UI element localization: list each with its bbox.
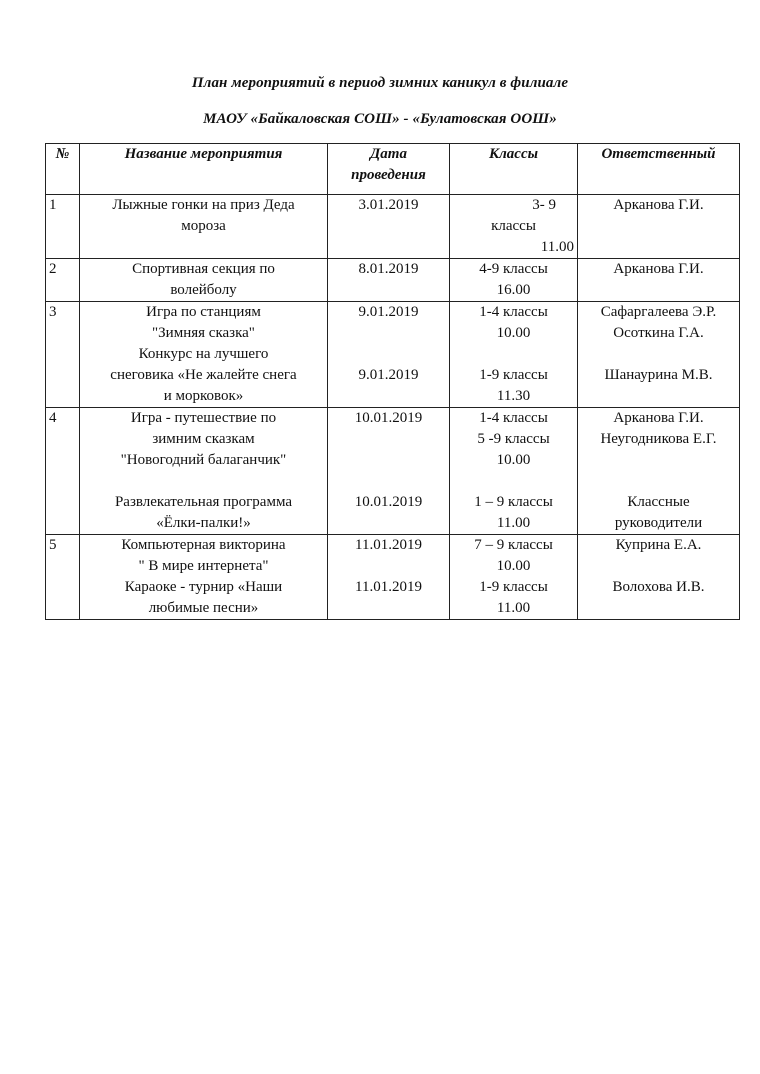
event-grades-line: 1-4 классы [479,410,548,426]
event-date: 9.01.2019 [358,304,419,320]
event-date: 10.01.2019 [354,494,423,510]
event-name-line: мороза [181,218,226,234]
event-time: 11.00 [540,239,574,255]
event-grades-cell [450,535,578,620]
event-responsible-cell [578,302,740,408]
event-name-line: "Зимняя сказка" [152,325,255,341]
event-date-cell [328,259,450,302]
events-plan-table [45,143,740,620]
document-title-line-1: План мероприятий в период зимних каникул в филиале [191,75,569,91]
event-time: 16.00 [496,282,531,298]
event-grades-cell [450,259,578,302]
responsible-person: Шанаурина М.В. [604,367,713,383]
table-row [46,408,740,535]
header-date [328,144,450,195]
event-name-line: "Новогодний балаганчик" [120,452,287,468]
responsible-person: Осоткина Г.А. [613,325,704,341]
event-name-cell [80,408,328,535]
header-num: № [46,144,80,195]
event-date: 3.01.2019 [358,197,419,213]
document-title-line-2: МАОУ «Байкаловская СОШ» - «Булатовская ООШ» [203,111,557,127]
table-row [46,259,740,302]
event-grades-line: 7 – 9 классы [474,537,553,553]
event-grades-line: 3- 9 [532,197,556,213]
event-date-cell [328,195,450,259]
responsible-person: Сафаргалеева Э.Р. [600,304,717,320]
event-grades-line: 1-9 классы [479,367,548,383]
event-time: 11.00 [496,600,531,616]
event-grades-line: 1-4 классы [479,304,548,320]
event-name-cell [80,195,328,259]
header-event-name: Название мероприятия [80,144,328,195]
event-name-line: Лыжные гонки на приз Деда [112,197,295,213]
event-name-cell [80,535,328,620]
responsible-person: Классные [627,494,690,510]
event-grades-cell [450,408,578,535]
table-row [46,302,740,408]
header-grades: Классы [450,144,578,195]
row-num: 1 [46,195,80,259]
event-date: 8.01.2019 [358,261,419,277]
responsible-person: руководители [614,515,703,531]
event-grades-cell [450,195,578,259]
responsible-person: Куприна Е.А. [615,537,702,553]
event-time: 11.00 [496,515,531,531]
responsible-person: Арканова Г.И. [613,410,704,426]
event-name-line: «Ёлки-палки!» [156,515,251,531]
event-name-line: Компьютерная викторина [121,537,286,553]
responsible-person: Арканова Г.И. [613,197,704,213]
event-name-line: Конкурс на лучшего [138,346,269,362]
event-date: 9.01.2019 [358,367,419,383]
event-grades-line: классы [491,218,536,234]
event-date-cell [328,302,450,408]
event-date: 10.01.2019 [354,410,423,426]
event-responsible-cell [578,259,740,302]
event-grades-line: 1-9 классы [479,579,548,595]
event-grades-cell [450,302,578,408]
event-time: 10.00 [496,452,531,468]
header-date-line-2: проведения [351,167,426,183]
event-date-cell [328,535,450,620]
event-grades-line: 5 -9 классы [477,431,550,447]
header-date-line-1: Дата [370,146,407,162]
event-date-cell [328,408,450,535]
event-grades-line: 4-9 классы [479,261,548,277]
event-date: 11.01.2019 [355,537,422,553]
event-responsible-cell [578,195,740,259]
header-responsible: Ответственный [578,144,740,195]
event-responsible-cell [578,408,740,535]
event-time: 10.00 [496,325,531,341]
event-name-line: любимые песни» [148,600,259,616]
event-time: 11.30 [496,388,531,404]
event-time: 10.00 [496,558,531,574]
event-grades-line: 1 – 9 классы [474,494,553,510]
event-name-line: зимним сказкам [152,431,255,447]
event-date: 11.01.2019 [355,579,422,595]
event-name-cell [80,302,328,408]
responsible-person: Неугодникова Е.Г. [600,431,717,447]
event-name-line: и морковок» [163,388,244,404]
table-row [46,195,740,259]
table-header-row [46,144,740,195]
event-name-cell [80,259,328,302]
row-num: 2 [46,259,80,302]
event-name-line: Игра по станциям [146,304,261,320]
row-num: 4 [46,408,80,535]
event-name-line: Развлекательная программа [114,494,293,510]
row-num: 3 [46,302,80,408]
event-name-line: волейболу [170,282,237,298]
row-num: 5 [46,535,80,620]
event-name-line: Спортивная секция по [132,261,275,277]
responsible-person: Арканова Г.И. [613,261,704,277]
table-row [46,535,740,620]
event-name-line: снеговика «Не жалейте снега [110,367,297,383]
event-name-line: " В мире интернета" [138,558,269,574]
event-name-line: Игра - путешествие по [130,410,277,426]
responsible-person: Волохова И.В. [612,579,705,595]
event-name-line: Караоке - турнир «Наши [124,579,283,595]
event-responsible-cell [578,535,740,620]
